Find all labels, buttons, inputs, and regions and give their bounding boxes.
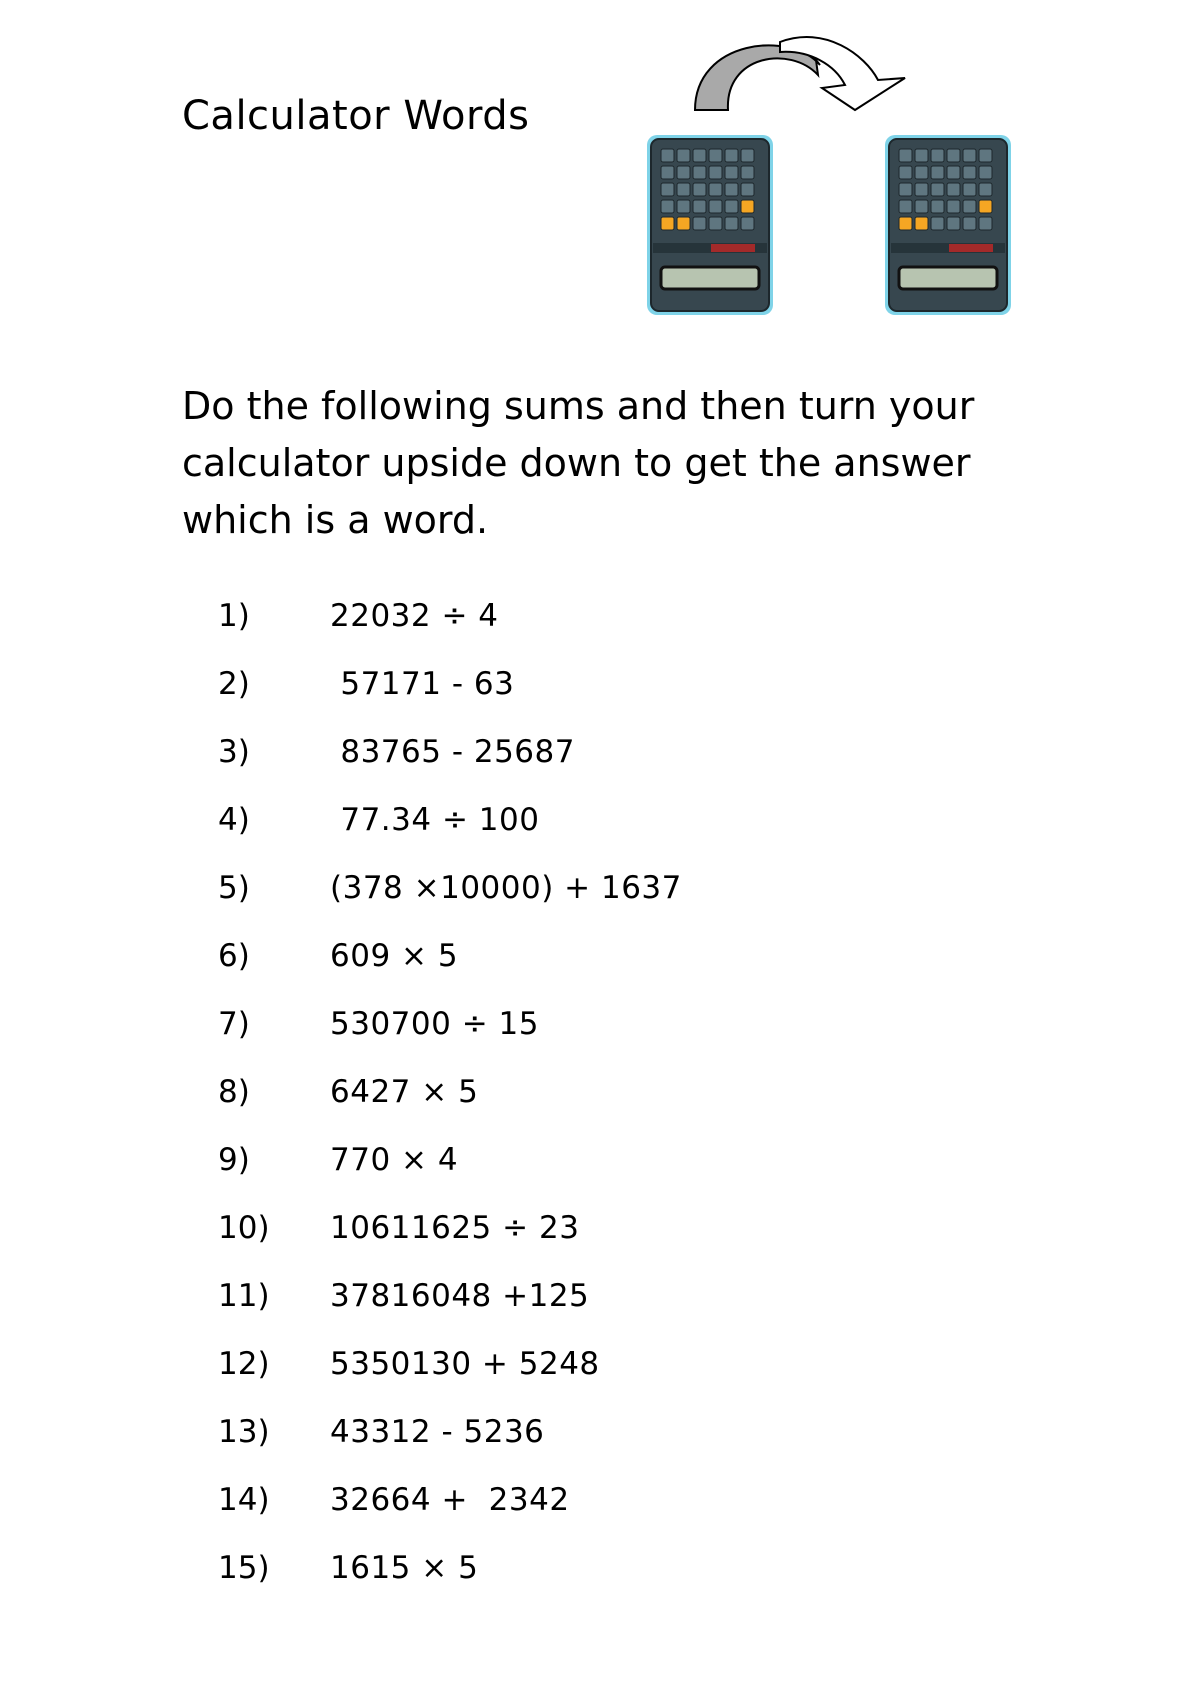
- problem-item: [218, 1398, 682, 1466]
- problem-number: 10): [218, 1210, 270, 1246]
- problem-item: [218, 1466, 682, 1534]
- problem-expression: 609 × 5: [330, 938, 459, 974]
- problem-expression: 83765 - 25687: [330, 734, 575, 770]
- problem-item: [218, 718, 682, 786]
- problem-item: [218, 990, 682, 1058]
- problem-expression: 10611625 ÷ 23: [330, 1210, 580, 1246]
- problem-expression: 770 × 4: [330, 1142, 459, 1178]
- problem-item: [218, 1534, 682, 1602]
- problem-number: 14): [218, 1482, 270, 1518]
- problem-item: [218, 1262, 682, 1330]
- problem-number: 1): [218, 598, 250, 634]
- problem-number: 3): [218, 734, 250, 770]
- problem-item: [218, 1194, 682, 1262]
- problem-expression: 22032 ÷ 4: [330, 598, 499, 634]
- page-title: Calculator Words: [182, 93, 530, 139]
- problem-item: [218, 1058, 682, 1126]
- problem-number: 8): [218, 1074, 250, 1110]
- problem-expression: 530700 ÷ 15: [330, 1006, 539, 1042]
- calculator-icon: [647, 135, 773, 315]
- problem-expression: 5350130 + 5248: [330, 1346, 600, 1382]
- instructions-text: Do the following sums and then turn your calculator upside down to get the answer which is a word.: [182, 384, 975, 542]
- problem-number: 9): [218, 1142, 250, 1178]
- problem-expression: 57171 - 63: [330, 666, 515, 702]
- problem-expression: 1615 × 5: [330, 1550, 479, 1586]
- problem-number: 4): [218, 802, 250, 838]
- problem-number: 11): [218, 1278, 270, 1314]
- problem-item: [218, 786, 682, 854]
- problem-number: 13): [218, 1414, 270, 1450]
- problem-expression: 43312 - 5236: [330, 1414, 545, 1450]
- problem-expression: 77.34 ÷ 100: [330, 802, 540, 838]
- problem-list: [218, 582, 682, 1602]
- problem-item: [218, 922, 682, 990]
- problem-expression: (378 ×10000) + 1637: [330, 870, 682, 906]
- problem-item: [218, 854, 682, 922]
- problem-expression: 37816048 +125: [330, 1278, 590, 1314]
- problem-expression: 32664 + 2342: [330, 1482, 570, 1518]
- problem-number: 2): [218, 666, 250, 702]
- problem-number: 7): [218, 1006, 250, 1042]
- problem-number: 12): [218, 1346, 270, 1382]
- problem-number: 15): [218, 1550, 270, 1586]
- problem-expression: 6427 × 5: [330, 1074, 479, 1110]
- curved-arrow-icon: [695, 37, 905, 110]
- problem-item: [218, 1330, 682, 1398]
- calculator-icon: [885, 135, 1011, 315]
- problem-item: [218, 582, 682, 650]
- problem-item: [218, 650, 682, 718]
- calculator-illustration: [640, 30, 1020, 330]
- problem-item: [218, 1126, 682, 1194]
- problem-number: 5): [218, 870, 250, 906]
- problem-number: 6): [218, 938, 250, 974]
